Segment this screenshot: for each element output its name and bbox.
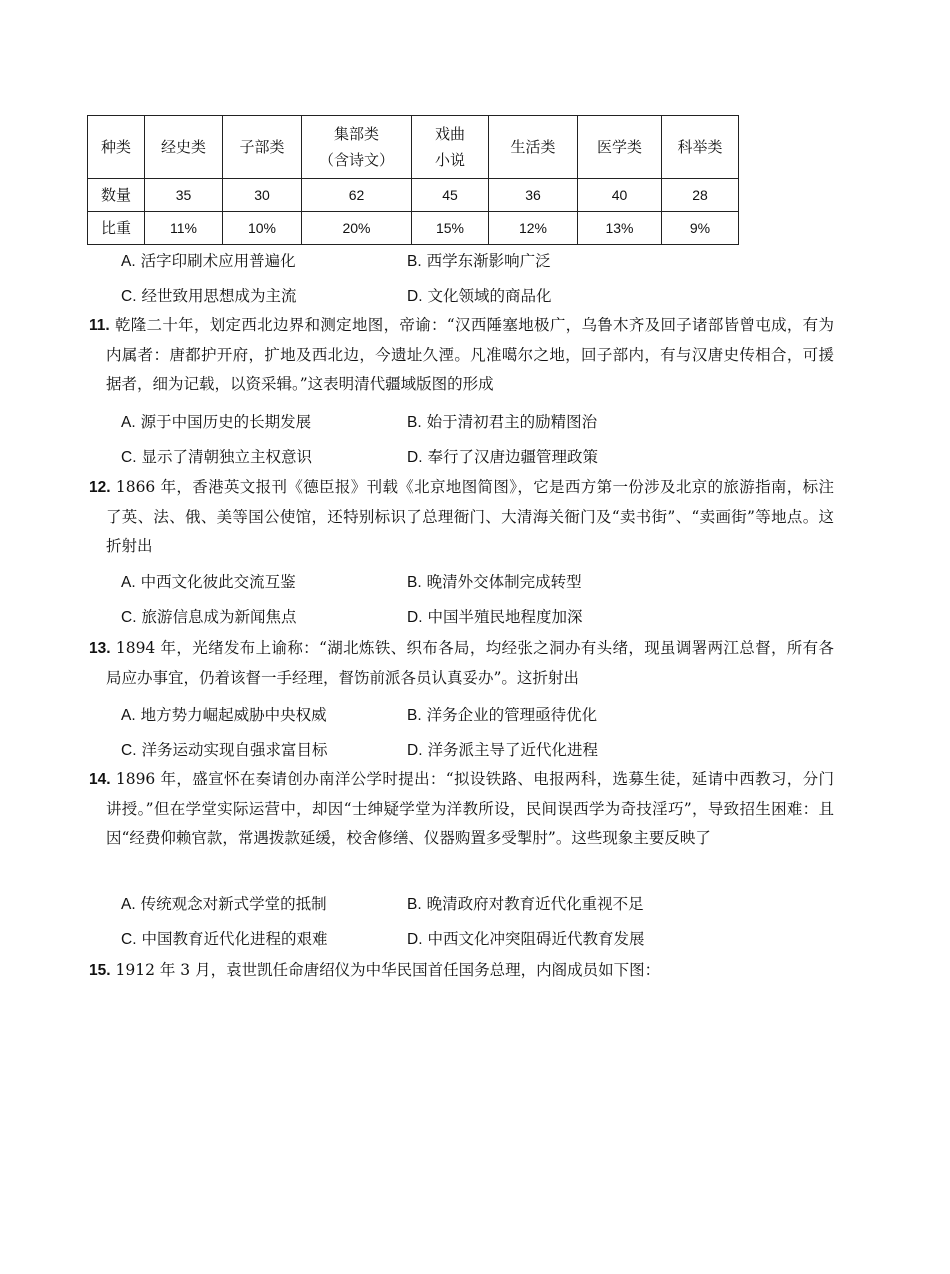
table-cell: 62 [302,179,412,212]
table-row-label: 比重 [88,212,145,245]
table-cell: 28 [662,179,739,212]
option-d[interactable]: D. 中西文化冲突阻碍近代教育发展 [407,930,645,948]
table-header-cell: 科举类 [662,116,739,179]
option-b[interactable]: B. 晚清外交体制完成转型 [407,573,582,591]
option-b[interactable]: B. 西学东渐影响广泛 [407,252,551,270]
table-cell: 35 [145,179,223,212]
option-b[interactable]: B. 洋务企业的管理亟待优化 [407,706,598,724]
option-d[interactable]: D. 文化领域的商品化 [407,287,552,305]
table-header-cell: 戏曲 小说 [412,116,489,179]
book-category-table [87,115,739,245]
option-c[interactable]: C. 经世致用思想成为主流 [121,287,297,305]
table-header-cell: 经史类 [145,116,223,179]
option-b[interactable]: B. 晚清政府对教育近代化重视不足 [407,895,644,913]
option-a[interactable]: A. 活字印刷术应用普遍化 [121,252,296,270]
question-13: 13. 1894 年，光绪发布上谕称：“湖北炼铁、织布各局，均经张之洞办有头绪，现虽调署两江总督，所有各局应办事宜，仍着该督一手经理，督饬前派各员认真妥办”。这折射出 [89,639,834,687]
table-cell: 30 [223,179,302,212]
option-a[interactable]: A. 中西文化彼此交流互鉴 [121,573,296,591]
option-a[interactable]: A. 源于中国历史的长期发展 [121,413,312,431]
option-a[interactable]: A. 传统观念对新式学堂的抵制 [121,895,327,913]
table-cell: 11% [145,212,223,245]
table-cell: 10% [223,212,302,245]
table-header-cell: 生活类 [489,116,578,179]
table-cell: 20% [302,212,412,245]
option-b[interactable]: B. 始于清初君主的励精图治 [407,413,598,431]
option-c[interactable]: C. 洋务运动实现自强求富目标 [121,741,328,759]
question-11: 11. 乾隆二十年，划定西北边界和测定地图，帝谕：“汉西陲塞地极广，乌鲁木齐及回子诸部皆曾屯成，有为内属者：唐都护开府，扩地及西北边，今遗址久湮。凡准噶尔之地，回子部内，有与汉唐史传相合，可援据者，细为记载，以资采辑。”这表明清代疆域版图的形成 [89,316,834,393]
table-row-label: 数量 [88,179,145,212]
table-row [88,179,739,212]
table-header-cell: 子部类 [223,116,302,179]
table-cell: 40 [578,179,662,212]
question-15: 15. 1912 年 3 月，袁世凯任命唐绍仪为中华民国首任国务总理，内阁成员如下图： [89,961,661,979]
table-cell: 9% [662,212,739,245]
table-header-cell: 集部类 （含诗文） [302,116,412,179]
table-row [88,212,739,245]
question-14: 14. 1896 年，盛宣怀在奏请创办南洋公学时提出：“拟设铁路、电报两科，选募生徒，延请中西教习，分门讲授。”但在学堂实际运营中，却因“士绅疑学堂为洋教所设，民间误西学为奇技淫巧”，导致招生困难：且因“经费仰赖官款，常遇拨款延缓，校舍修缮、仪器购置多受掣肘”。这些现象主要反映了 [89,770,834,847]
table-header-row [88,116,739,179]
table-header-cell: 种类 [88,116,145,179]
question-12: 12. 1866 年，香港英文报刊《德臣报》刊载《北京地图简图》，它是西方第一份涉及北京的旅游指南，标注了英、法、俄、美等国公使馆，还特别标识了总理衙门、大清海关衙门及“卖书街”、“卖画街”等地点。这折射出 [89,478,834,555]
option-d[interactable]: D. 中国半殖民地程度加深 [407,608,583,626]
option-c[interactable]: C. 显示了清朝独立主权意识 [121,448,312,466]
option-c[interactable]: C. 旅游信息成为新闻焦点 [121,608,297,626]
table-cell: 36 [489,179,578,212]
option-c[interactable]: C. 中国教育近代化进程的艰难 [121,930,328,948]
table-cell: 13% [578,212,662,245]
table-header-cell: 医学类 [578,116,662,179]
table-cell: 12% [489,212,578,245]
table-cell: 45 [412,179,489,212]
table-cell: 15% [412,212,489,245]
option-d[interactable]: D. 奉行了汉唐边疆管理政策 [407,448,598,466]
option-d[interactable]: D. 洋务派主导了近代化进程 [407,741,598,759]
option-a[interactable]: A. 地方势力崛起威胁中央权威 [121,706,327,724]
